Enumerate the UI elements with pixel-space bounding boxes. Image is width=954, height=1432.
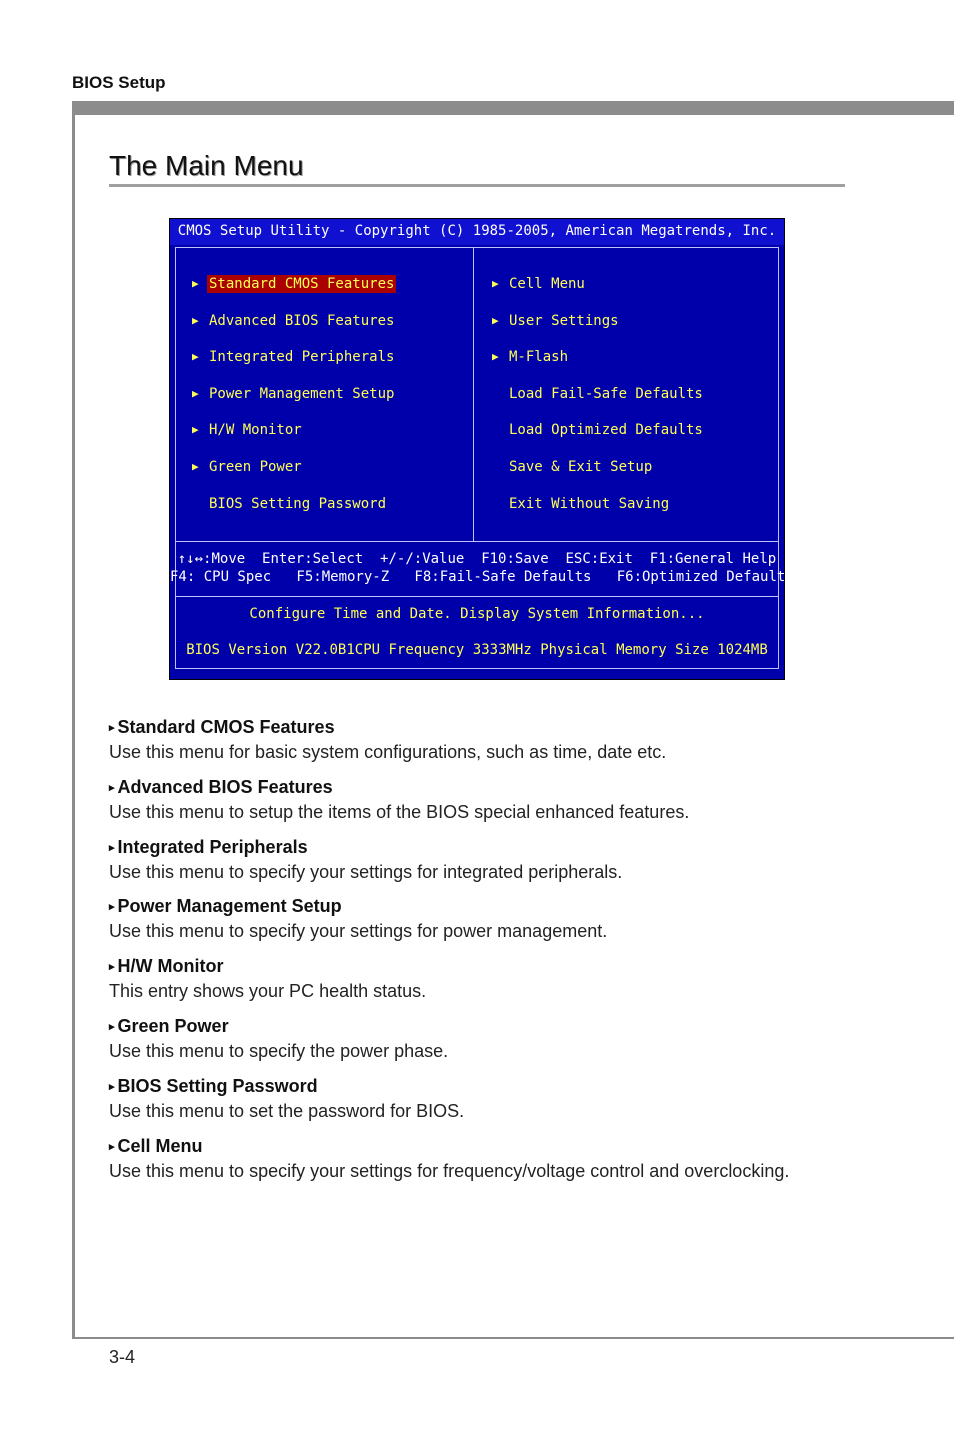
arrow-right-icon: ▶: [492, 277, 499, 290]
left-rule: [72, 101, 75, 1339]
bios-menu-advanced-bios[interactable]: ▶ Advanced BIOS Features: [192, 312, 395, 329]
description-green-power: [109, 1015, 869, 1062]
page-number: 3-4: [109, 1347, 136, 1367]
triangle-bullet-icon: ▸: [109, 960, 115, 973]
arrow-right-icon: ▶: [192, 350, 199, 364]
description-text: Use this menu to specify your settings for power management.: [109, 921, 608, 941]
arrow-right-icon: ▶: [192, 277, 199, 290]
arrow-right-icon: ▶: [192, 459, 199, 473]
triangle-bullet-icon: ▸: [109, 1080, 115, 1093]
bios-menu-setting-password[interactable]: BIOS Setting Password: [209, 495, 387, 512]
bios-menu-hw-monitor[interactable]: ▶ H/W Monitor: [192, 422, 302, 439]
description-title: Integrated Peripherals: [117, 836, 308, 857]
bios-menu-standard-cmos[interactable]: ▶ Standard CMOS Features: [192, 276, 395, 292]
triangle-bullet-icon: ▸: [109, 1140, 115, 1153]
description-title: Power Management Setup: [117, 895, 342, 916]
bios-menu-load-optimized[interactable]: Load Optimized Defaults: [509, 422, 703, 439]
description-text: Use this menu to setup the items of the BIOS special enhanced features.: [109, 802, 690, 822]
description-text: Use this menu to specify your settings for integrated peripherals.: [109, 862, 623, 882]
bios-column-divider: [473, 247, 474, 541]
bios-right-menu: [492, 275, 705, 531]
bios-key-help-line2: F4: CPU Spec F5:Memory-Z F8:Fail-Safe Defaults F6:Optimized Defaults: [170, 569, 794, 585]
triangle-bullet-icon: ▸: [109, 841, 115, 854]
bios-title-bar: CMOS Setup Utility - Copyright (C) 1985-2005, American Megatrends, Inc.: [170, 219, 784, 245]
bios-screenshot: [169, 218, 794, 680]
description-text: Use this menu for basic system configurations, such as time, date etc.: [109, 742, 667, 762]
description-text: Use this menu to specify the power phase.: [109, 1041, 449, 1061]
description-hw-monitor: [109, 955, 869, 1002]
description-text: This entry shows your PC health status.: [109, 981, 427, 1001]
arrow-right-icon: ▶: [192, 423, 199, 437]
bios-menu-m-flash[interactable]: ▶ M-Flash: [492, 349, 569, 366]
description-title: H/W Monitor: [117, 955, 224, 976]
bios-menu-cell-menu[interactable]: ▶ Cell Menu: [492, 276, 585, 292]
triangle-bullet-icon: ▸: [109, 900, 115, 913]
description-cell-menu: [109, 1135, 869, 1182]
bios-menu-green-power[interactable]: ▶ Green Power: [192, 458, 302, 475]
description-power-management: [109, 895, 869, 942]
bios-item-help: Configure Time and Date. Display System Information...: [249, 606, 705, 622]
triangle-bullet-icon: ▸: [109, 781, 115, 794]
arrow-right-icon: ▶: [492, 313, 499, 327]
description-title: BIOS Setting Password: [117, 1075, 318, 1096]
bios-key-help-line1: ↑↓↔:Move Enter:Select +/-/:Value F10:Save ESC:Exit F1:General Help: [177, 551, 777, 567]
bios-menu-save-exit[interactable]: Save & Exit Setup: [509, 458, 653, 475]
bios-divider: [175, 541, 779, 542]
bios-menu-integrated-peripherals[interactable]: ▶ Integrated Peripherals: [192, 349, 395, 366]
title-underline: [109, 184, 845, 187]
bottom-rule: [72, 1337, 954, 1339]
description-title: Advanced BIOS Features: [117, 776, 333, 797]
arrow-right-icon: ▶: [192, 386, 199, 400]
description-standard-cmos: [109, 716, 869, 763]
description-title: Cell Menu: [117, 1135, 203, 1156]
description-text: Use this menu to set the password for BIOS.: [109, 1101, 465, 1121]
description-bios-password: [109, 1075, 869, 1122]
description-title: Green Power: [117, 1015, 229, 1036]
bios-version-info: BIOS Version V22.0B1CPU Frequency 3333MHz Physical Memory Size 1024MB: [186, 642, 768, 658]
bios-menu-power-management[interactable]: ▶ Power Management Setup: [192, 385, 395, 402]
arrow-right-icon: ▶: [492, 350, 499, 364]
page-title: The Main Menu: [109, 150, 304, 181]
arrow-right-icon: ▶: [192, 313, 199, 327]
section-header: BIOS Setup: [72, 73, 166, 92]
description-integrated-peripherals: [109, 836, 869, 883]
triangle-bullet-icon: ▸: [109, 1020, 115, 1033]
bios-divider: [175, 596, 779, 597]
description-title: Standard CMOS Features: [117, 716, 335, 737]
bios-menu-exit-without-saving[interactable]: Exit Without Saving: [509, 495, 670, 512]
bios-menu-user-settings[interactable]: ▶ User Settings: [492, 312, 619, 329]
description-text: Use this menu to specify your settings for frequency/voltage control and overclocking.: [109, 1161, 790, 1181]
top-rule: [72, 101, 954, 115]
bios-menu-load-failsafe[interactable]: Load Fail-Safe Defaults: [509, 385, 703, 402]
bios-left-menu: [192, 275, 396, 531]
description-advanced-bios: [109, 776, 869, 823]
triangle-bullet-icon: ▸: [109, 721, 115, 734]
